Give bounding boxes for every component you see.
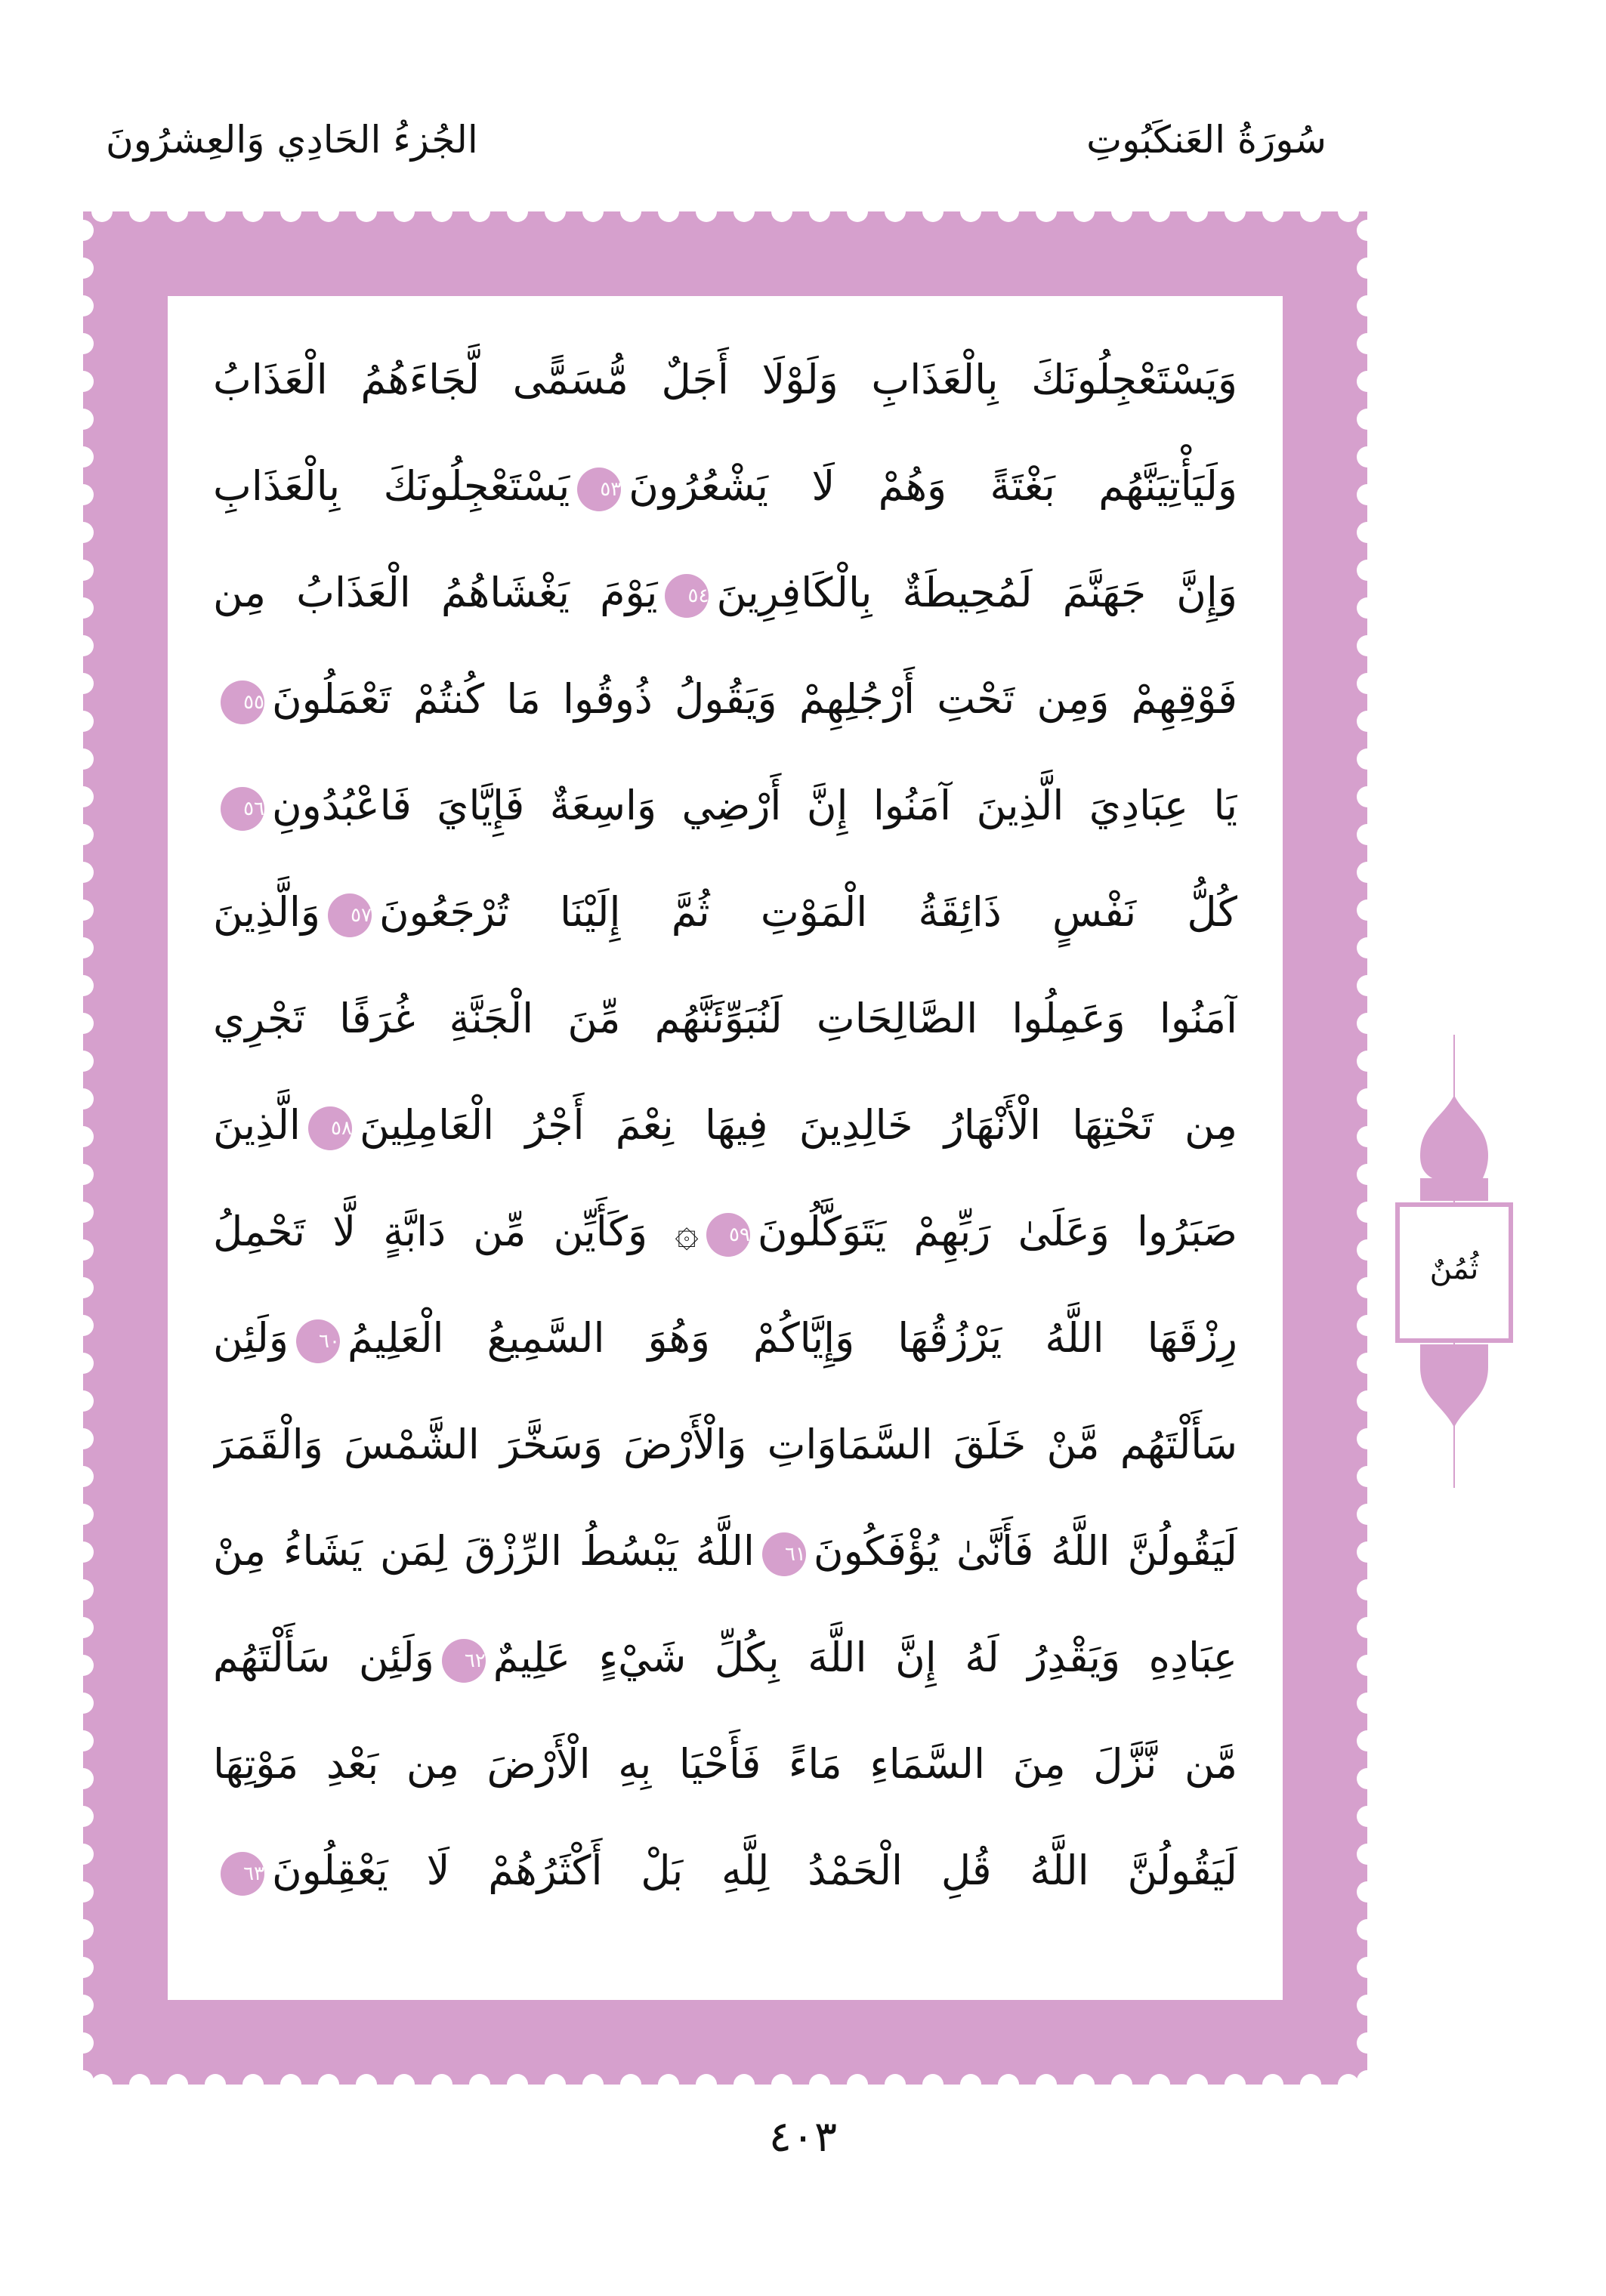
hizb-marker	[1390, 1035, 1518, 1488]
page-frame	[83, 211, 1367, 2085]
verse-text: رِزْقَهَا اللَّهُ يَرْزُقُهَا وَإِيَّاكُمْ وَهُوَ السَّمِيعُ الْعَلِيمُ	[347, 1314, 1237, 1362]
hizb-label: ثُمُنٌ	[1429, 1251, 1479, 1286]
verse-line	[213, 646, 1237, 752]
verse-text-continued: الَّذِينَ	[213, 1101, 301, 1149]
ayah-number-marker: ٥٧	[328, 893, 372, 937]
verse-lines	[213, 326, 1237, 1924]
verse-line	[213, 965, 1237, 1072]
ayah-number-marker: ٥٣	[577, 468, 621, 511]
verse-text: فَوْقِهِمْ وَمِن تَحْتِ أَرْجُلِهِمْ وَيَقُولُ ذُوقُوا مَا كُنتُمْ تَعْمَلُونَ	[272, 675, 1237, 723]
verse-text-continued: وَلَئِن	[213, 1314, 289, 1362]
verse-line	[213, 1178, 1237, 1285]
verse-text-continued: يَوْمَ يَغْشَاهُمُ الْعَذَابُ مِن	[213, 569, 658, 616]
ayah-number-marker: ٦٢	[442, 1639, 486, 1683]
verse-text: وَإِنَّ جَهَنَّمَ لَمُحِيطَةٌ بِالْكَافِرِينَ	[716, 569, 1237, 616]
verse-line	[213, 539, 1237, 646]
verse-text: سَأَلْتَهُم مَّنْ خَلَقَ السَّمَاوَاتِ وَالْأَرْضَ وَسَخَّرَ الشَّمْسَ وَالْقَمَرَ	[213, 1421, 1237, 1468]
verse-line	[213, 1072, 1237, 1178]
ayah-number-marker: ٥٤	[665, 574, 709, 618]
verse-text: لَيَقُولُنَّ اللَّهُ قُلِ الْحَمْدُ لِلَّهِ بَلْ أَكْثَرُهُمْ لَا يَعْقِلُونَ	[272, 1847, 1237, 1894]
ayah-number-marker: ٦٣	[221, 1852, 264, 1896]
verse-text: يَا عِبَادِيَ الَّذِينَ آمَنُوا إِنَّ أَرْضِي وَاسِعَةٌ فَإِيَّايَ فَاعْبُدُونِ	[272, 782, 1237, 829]
verse-text: كُلُّ نَفْسٍ ذَائِقَةُ الْمَوْتِ ثُمَّ إِلَيْنَا تُرْجَعُونَ	[379, 888, 1237, 936]
ayah-number-marker: ٥٥	[221, 680, 264, 724]
verse-line	[213, 752, 1237, 859]
text-area	[168, 296, 1283, 2000]
verse-text-continued: اللَّهُ يَبْسُطُ الرِّزْقَ لِمَن يَشَاءُ مِنْ	[213, 1527, 755, 1575]
page-number: ٤٠٣	[768, 2112, 838, 2162]
verse-line	[213, 1604, 1237, 1711]
verse-line	[213, 433, 1237, 539]
ayah-number-marker: ٦١	[762, 1532, 806, 1576]
verse-text: مَّن نَّزَّلَ مِنَ السَّمَاءِ مَاءً فَأَحْيَا بِهِ الْأَرْضَ مِن بَعْدِ مَوْتِهَا	[213, 1740, 1237, 1788]
verse-text-continued: وَلَئِن سَأَلْتَهُم	[213, 1634, 434, 1681]
ayah-number-marker: ٥٦	[221, 787, 264, 831]
verse-line	[213, 1498, 1237, 1604]
verse-text-continued: يَسْتَعْجِلُونَكَ بِالْعَذَابِ	[213, 462, 570, 510]
juz-name: الجُزءُ الحَادِي وَالعِشرُونَ	[106, 118, 478, 162]
verse-line	[213, 1285, 1237, 1391]
verse-line	[213, 1711, 1237, 1817]
verse-text: آمَنُوا وَعَمِلُوا الصَّالِحَاتِ لَنُبَوِّئَنَّهُم مِّنَ الْجَنَّةِ غُرَفًا تَجْرِي	[213, 995, 1237, 1042]
verse-text-continued: ۞ وَكَأَيِّن مِّن دَابَّةٍ لَّا تَحْمِلُ	[213, 1208, 699, 1255]
verse-text: صَبَرُوا وَعَلَىٰ رَبِّهِمْ يَتَوَكَّلُونَ	[757, 1208, 1237, 1255]
verse-line	[213, 1391, 1237, 1498]
surah-name: سُورَةُ العَنكَبُوتِ	[1086, 118, 1326, 162]
verse-line	[213, 1817, 1237, 1924]
verse-text: وَلَيَأْتِيَنَّهُم بَغْتَةً وَهُمْ لَا يَشْعُرُونَ	[629, 462, 1237, 510]
ayah-number-marker: ٥٩	[706, 1213, 750, 1257]
verse-text-continued: وَالَّذِينَ	[213, 888, 321, 936]
ayah-number-marker: ٦٠	[296, 1319, 340, 1363]
verse-line	[213, 326, 1237, 433]
verse-line	[213, 859, 1237, 965]
verse-text: مِن تَحْتِهَا الْأَنْهَارُ خَالِدِينَ فِيهَا نِعْمَ أَجْرُ الْعَامِلِينَ	[359, 1101, 1237, 1149]
verse-text: لَيَقُولُنَّ اللَّهُ فَأَنَّىٰ يُؤْفَكُونَ	[813, 1527, 1237, 1575]
verse-text: وَيَسْتَعْجِلُونَكَ بِالْعَذَابِ وَلَوْلَا أَجَلٌ مُّسَمًّى لَّجَاءَهُمُ الْعَذَابُ	[213, 356, 1237, 403]
verse-text: عِبَادِهِ وَيَقْدِرُ لَهُ إِنَّ اللَّهَ بِكُلِّ شَيْءٍ عَلِيمٌ	[493, 1634, 1237, 1681]
ayah-number-marker: ٥٨	[308, 1106, 352, 1150]
